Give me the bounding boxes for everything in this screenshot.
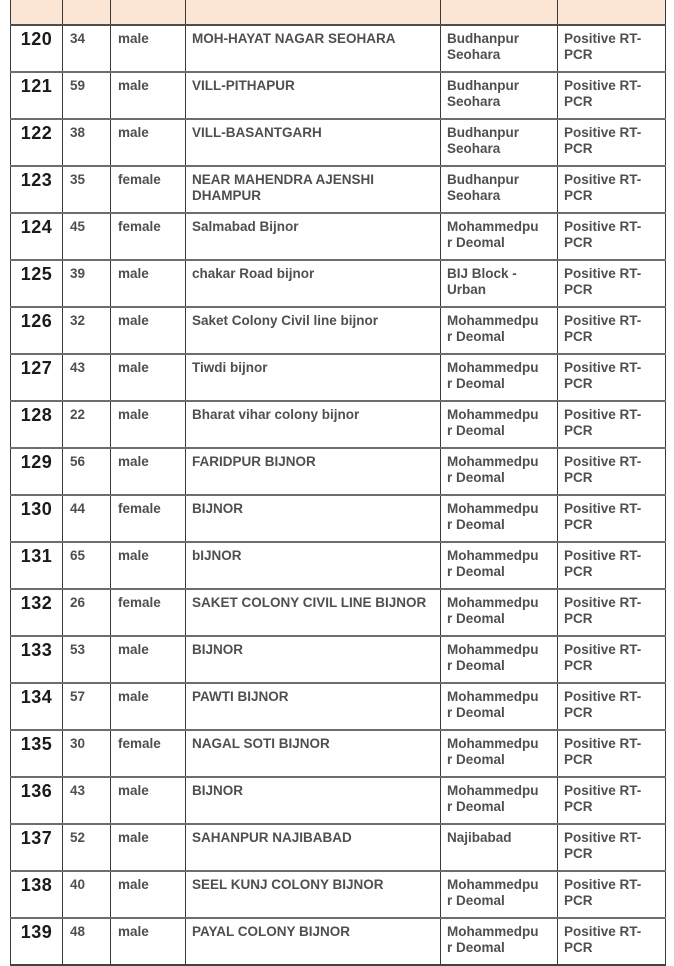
cell-block: Mohammedpur Deomal bbox=[441, 213, 558, 260]
cell-serial-no: 121 bbox=[20, 76, 53, 96]
cell-age: 22 bbox=[63, 401, 111, 448]
cell-address: SEEL KUNJ COLONY BIJNOR bbox=[186, 871, 441, 918]
cell-gender: male bbox=[111, 824, 186, 871]
cell-serial-no: 122 bbox=[20, 123, 53, 143]
cell-address: BIJNOR bbox=[186, 777, 441, 824]
cell-gender: male bbox=[111, 72, 186, 119]
cell-serial-no: 126 bbox=[20, 311, 53, 331]
cell-address: NAGAL SOTI BIJNOR bbox=[186, 730, 441, 777]
cell-result: Positive RT-PCR bbox=[558, 354, 666, 401]
cell-age: 48 bbox=[63, 918, 111, 965]
cell-serial-no: 131 bbox=[20, 546, 53, 566]
cell-result: Positive RT-PCR bbox=[558, 871, 666, 918]
cell-gender: male bbox=[111, 777, 186, 824]
cell-age: 38 bbox=[63, 119, 111, 166]
cell-serial-no: 133 bbox=[20, 640, 53, 660]
cell-gender: female bbox=[111, 589, 186, 636]
cell-result: Positive RT-PCR bbox=[558, 495, 666, 542]
cell-result: Positive RT-PCR bbox=[558, 918, 666, 965]
cell-gender: male bbox=[111, 260, 186, 307]
cell-block: BIJ Block - Urban bbox=[441, 260, 558, 307]
table-row bbox=[11, 589, 666, 636]
cell-serial-no: 134 bbox=[20, 687, 53, 707]
header-cell-serial bbox=[11, 0, 63, 25]
cell-address: SAHANPUR NAJIBABAD bbox=[186, 824, 441, 871]
cell-gender: male bbox=[111, 307, 186, 354]
cell-gender: female bbox=[111, 166, 186, 213]
cell-serial-no: 138 bbox=[20, 875, 53, 895]
table-row bbox=[11, 25, 666, 72]
cell-age: 26 bbox=[63, 589, 111, 636]
cell-block: Budhanpur Seohara bbox=[441, 72, 558, 119]
cell-age: 57 bbox=[63, 683, 111, 730]
patient-table bbox=[10, 0, 666, 966]
header-cell-block bbox=[441, 0, 558, 25]
cell-age: 40 bbox=[63, 871, 111, 918]
table-row bbox=[11, 119, 666, 166]
table-row bbox=[11, 777, 666, 824]
header-cell-gender bbox=[111, 0, 186, 25]
table-row bbox=[11, 683, 666, 730]
header-row bbox=[11, 0, 666, 25]
table-row bbox=[11, 542, 666, 589]
cell-result: Positive RT-PCR bbox=[558, 448, 666, 495]
cell-age: 43 bbox=[63, 777, 111, 824]
cell-address: NEAR MAHENDRA AJENSHI DHAMPUR bbox=[186, 166, 441, 213]
cell-result: Positive RT-PCR bbox=[558, 260, 666, 307]
cell-result: Positive RT-PCR bbox=[558, 542, 666, 589]
cell-serial-no: 123 bbox=[20, 170, 53, 190]
cell-gender: male bbox=[111, 683, 186, 730]
table-row bbox=[11, 871, 666, 918]
cell-result: Positive RT-PCR bbox=[558, 777, 666, 824]
cell-serial-no: 130 bbox=[20, 499, 53, 519]
cell-address: BIJNOR bbox=[186, 495, 441, 542]
cell-address: PAWTI BIJNOR bbox=[186, 683, 441, 730]
cell-address: SAKET COLONY CIVIL LINE BIJNOR bbox=[186, 589, 441, 636]
cell-block: Mohammedpur Deomal bbox=[441, 730, 558, 777]
table-row bbox=[11, 72, 666, 119]
cell-result: Positive RT-PCR bbox=[558, 683, 666, 730]
cell-gender: male bbox=[111, 448, 186, 495]
cell-address: FARIDPUR BIJNOR bbox=[186, 448, 441, 495]
cell-gender: male bbox=[111, 542, 186, 589]
cell-serial-no: 137 bbox=[20, 828, 53, 848]
cell-block: Mohammedpur Deomal bbox=[441, 401, 558, 448]
cell-serial-no: 128 bbox=[20, 405, 53, 425]
cell-gender: female bbox=[111, 495, 186, 542]
table-row bbox=[11, 401, 666, 448]
cell-serial-no: 127 bbox=[20, 358, 53, 378]
cell-block: Mohammedpur Deomal bbox=[441, 918, 558, 965]
table-row bbox=[11, 824, 666, 871]
cell-gender: male bbox=[111, 401, 186, 448]
cell-result: Positive RT-PCR bbox=[558, 636, 666, 683]
cell-age: 39 bbox=[63, 260, 111, 307]
cell-address: Salmabad Bijnor bbox=[186, 213, 441, 260]
cell-gender: male bbox=[111, 25, 186, 72]
cell-block: Mohammedpur Deomal bbox=[441, 871, 558, 918]
cell-address: Saket Colony Civil line bijnor bbox=[186, 307, 441, 354]
cell-block: Budhanpur Seohara bbox=[441, 166, 558, 213]
header-cell-address bbox=[186, 0, 441, 25]
cell-address: Bharat vihar colony bijnor bbox=[186, 401, 441, 448]
cell-gender: female bbox=[111, 213, 186, 260]
cell-serial-no: 139 bbox=[20, 922, 53, 942]
cell-address: VILL-PITHAPUR bbox=[186, 72, 441, 119]
cell-age: 53 bbox=[63, 636, 111, 683]
cell-gender: male bbox=[111, 871, 186, 918]
cell-age: 45 bbox=[63, 213, 111, 260]
cell-block: Mohammedpur Deomal bbox=[441, 777, 558, 824]
cell-gender: male bbox=[111, 354, 186, 401]
cell-result: Positive RT-PCR bbox=[558, 824, 666, 871]
cell-block: Mohammedpur Deomal bbox=[441, 589, 558, 636]
cell-block: Mohammedpur Deomal bbox=[441, 354, 558, 401]
cell-result: Positive RT-PCR bbox=[558, 119, 666, 166]
table-row bbox=[11, 495, 666, 542]
cell-block: Mohammedpur Deomal bbox=[441, 636, 558, 683]
cell-block: Mohammedpur Deomal bbox=[441, 448, 558, 495]
cell-result: Positive RT-PCR bbox=[558, 25, 666, 72]
cell-block: Mohammedpur Deomal bbox=[441, 495, 558, 542]
cell-age: 59 bbox=[63, 72, 111, 119]
cell-age: 65 bbox=[63, 542, 111, 589]
cell-serial-no: 124 bbox=[20, 217, 53, 237]
cell-address: PAYAL COLONY BIJNOR bbox=[186, 918, 441, 965]
cell-block: Mohammedpur Deomal bbox=[441, 683, 558, 730]
table-row bbox=[11, 448, 666, 495]
cell-age: 32 bbox=[63, 307, 111, 354]
table-row bbox=[11, 307, 666, 354]
cell-gender: male bbox=[111, 636, 186, 683]
cell-serial-no: 132 bbox=[20, 593, 53, 613]
cell-serial-no: 136 bbox=[20, 781, 53, 801]
cell-age: 56 bbox=[63, 448, 111, 495]
cell-result: Positive RT-PCR bbox=[558, 213, 666, 260]
cell-age: 35 bbox=[63, 166, 111, 213]
cell-gender: female bbox=[111, 730, 186, 777]
table-row bbox=[11, 918, 666, 965]
cell-block: Najibabad bbox=[441, 824, 558, 871]
cell-address: bIJNOR bbox=[186, 542, 441, 589]
cell-result: Positive RT-PCR bbox=[558, 589, 666, 636]
cell-serial-no: 135 bbox=[20, 734, 53, 754]
cell-result: Positive RT-PCR bbox=[558, 307, 666, 354]
cell-age: 44 bbox=[63, 495, 111, 542]
cell-age: 43 bbox=[63, 354, 111, 401]
cell-result: Positive RT-PCR bbox=[558, 401, 666, 448]
cell-gender: male bbox=[111, 918, 186, 965]
cell-result: Positive RT-PCR bbox=[558, 730, 666, 777]
cell-block: Mohammedpur Deomal bbox=[441, 307, 558, 354]
cell-address: chakar Road bijnor bbox=[186, 260, 441, 307]
cell-serial-no: 125 bbox=[20, 264, 53, 284]
cell-address: VILL-BASANTGARH bbox=[186, 119, 441, 166]
cell-age: 30 bbox=[63, 730, 111, 777]
cell-block: Budhanpur Seohara bbox=[441, 119, 558, 166]
cell-result: Positive RT-PCR bbox=[558, 72, 666, 119]
cell-address: Tiwdi bijnor bbox=[186, 354, 441, 401]
table-row bbox=[11, 730, 666, 777]
table-row bbox=[11, 636, 666, 683]
header-cell-age bbox=[63, 0, 111, 25]
cell-block: Mohammedpur Deomal bbox=[441, 542, 558, 589]
table-row bbox=[11, 260, 666, 307]
cell-address: BIJNOR bbox=[186, 636, 441, 683]
table-row bbox=[11, 354, 666, 401]
table-row bbox=[11, 166, 666, 213]
cell-block: Budhanpur Seohara bbox=[441, 25, 558, 72]
cell-age: 52 bbox=[63, 824, 111, 871]
cell-serial-no: 120 bbox=[20, 29, 53, 49]
table-row bbox=[11, 213, 666, 260]
cell-gender: male bbox=[111, 119, 186, 166]
header-cell-result bbox=[558, 0, 666, 25]
cell-result: Positive RT-PCR bbox=[558, 166, 666, 213]
cell-address: MOH-HAYAT NAGAR SEOHARA bbox=[186, 25, 441, 72]
cell-serial-no: 129 bbox=[20, 452, 53, 472]
cell-age: 34 bbox=[63, 25, 111, 72]
